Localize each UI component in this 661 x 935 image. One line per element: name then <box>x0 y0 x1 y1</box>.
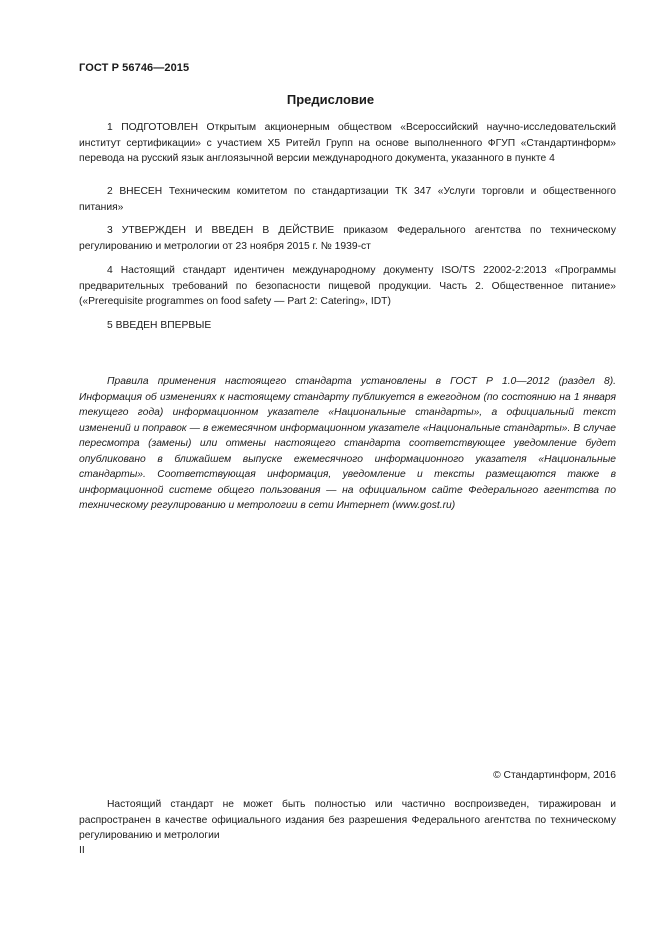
copyright-line: © Стандартинформ, 2016 <box>493 770 616 781</box>
foreword-item-5: 5 ВВЕДЕН ВПЕРВЫЕ <box>107 320 212 331</box>
document-code: ГОСТ Р 56746—2015 <box>79 62 190 74</box>
foreword-item-3: 3 УТВЕРЖДЕН И ВВЕДЕН В ДЕЙСТВИЕ приказом Федерального агентства по техническому регулированию и метрологии от 23 ноября 2015 г. № 1939-ст <box>79 225 616 252</box>
foreword-item-1: 1 ПОДГОТОВЛЕН Открытым акционерным обществом «Всероссийский научно-исследовательский институт сертификации» с участием Х5 Ритейл Групп на основе выполненного ФГУП «Стандартинформ» перевода на русский язык англоязычной версии международного документа, указанного в пункте 4 <box>79 122 616 164</box>
application-rules-notice: Правила применения настоящего стандарта установлены в ГОСТ Р 1.0—2012 (раздел 8). Информация об изменениях к настоящему стандарту публикуется в ежегодном (по состоянию на 1 января текущего года) информационном указателе «Национальные стандарты», а официальный текст изменений и поправок — в ежемесячном информационном указателе «Национальные стандарты». В случае пересмотра (замены) или отмены настоящего стандарта соответствующее уведомление будет опубликовано в ближайшем выпуске ежемесячного информационного указателя «Национальные стандарты». Соответствующая информация, уведомление и тексты размещаются также в информационной системе общего пользования — на официальном сайте Федерального агентства по техническому регулированию и метрологии в сети Интернет (www.gost.ru) <box>79 376 616 511</box>
foreword-item-4: 4 Настоящий стандарт идентичен международному документу ISO/TS 22002-2:2013 «Программы предварительных требований по безопасности пищевой продукции. Часть 2. Общественное питание» («Prerequisite programmes on food safety — Part 2: Catering», IDT) <box>79 265 616 307</box>
reproduction-restriction: Настоящий стандарт не может быть полностью или частично воспроизведен, тиражирован и распространен в качестве официального издания без разрешения Федерального агентства по техническому регулированию и метрологии <box>79 799 616 841</box>
page-title: Предисловие <box>286 92 375 107</box>
foreword-item-2: 2 ВНЕСЕН Техническим комитетом по стандартизации ТК 347 «Услуги торговли и общественного питания» <box>79 186 616 213</box>
page-number: II <box>79 845 85 856</box>
